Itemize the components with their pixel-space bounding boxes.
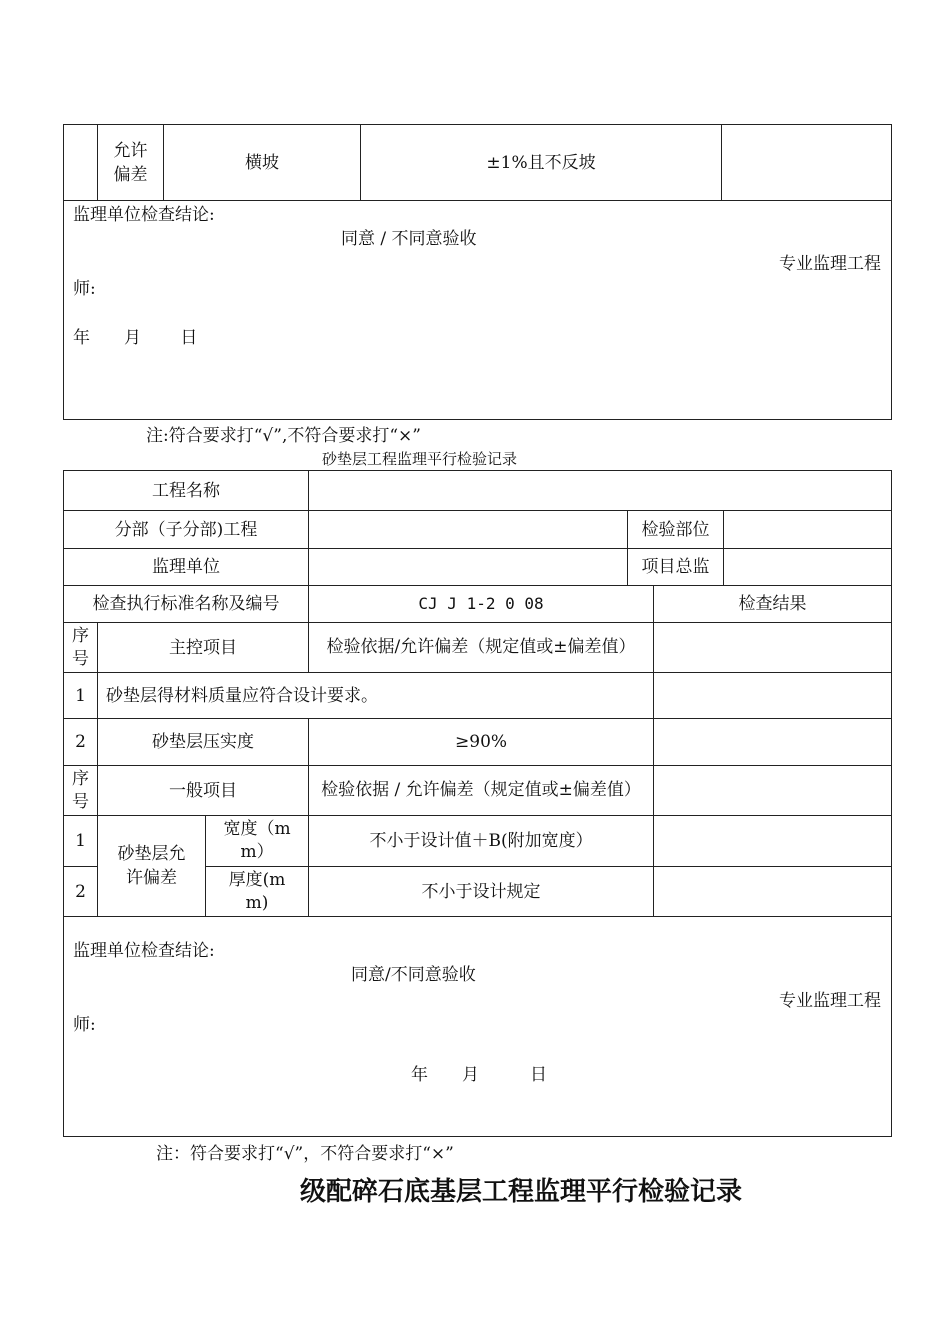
chief-supervisor-value xyxy=(724,549,892,586)
conclusion-date: 年 月 日 xyxy=(73,328,198,348)
sand-conclusion-cell xyxy=(64,917,892,1137)
project-name-label: 工程名称 xyxy=(64,471,309,511)
main-item-1-text: 砂垫层得材料质量应符合设计要求。 xyxy=(98,673,654,719)
main-item-2-criterion: ≥90% xyxy=(309,719,654,766)
criterion-text: ±1%且不反坡 xyxy=(486,152,596,173)
conclusion-cell xyxy=(64,201,892,420)
result-cell xyxy=(722,125,892,201)
signer-label-a: 专业监理工程 xyxy=(779,254,881,274)
main-criterion-header: 检验依据/允许偏差（规定值或±偏差值） xyxy=(309,623,654,673)
project-name-value xyxy=(309,471,892,511)
general-seq-1: 1 xyxy=(64,816,98,867)
main-seq-2: 2 xyxy=(64,719,98,766)
criterion-cross-slope xyxy=(361,125,722,201)
conclusion-heading: 监理单位检查结论: xyxy=(73,205,215,225)
inspection-part-value xyxy=(724,511,892,549)
sand-inspection-table xyxy=(63,470,892,1137)
sand-conclusion-choice: 同意/不同意验收 xyxy=(351,965,476,985)
standard-value: CJ J 1-2 0 08 xyxy=(309,586,654,623)
general-item-2-criterion: 不小于设计规定 xyxy=(309,867,654,917)
sand-signer-label-a: 专业监理工程 xyxy=(779,991,882,1011)
general-group-label: 砂垫层允许偏差 xyxy=(98,816,206,917)
empty-cell xyxy=(64,125,98,201)
note-2: 注：符合要求打“√”，不符合要求打“×” xyxy=(156,1144,454,1164)
general-item-header: 一般项目 xyxy=(98,766,309,816)
gravel-title: 级配碎石底基层工程监理平行检验记录 xyxy=(300,1177,743,1207)
conclusion-choice: 同意 / 不同意验收 xyxy=(341,229,477,249)
item-cross-slope: 横坡 xyxy=(164,125,361,201)
main-seq-header: 序号 xyxy=(64,623,98,673)
main-result-header xyxy=(654,623,892,673)
general-seq-header: 序号 xyxy=(64,766,98,816)
general-result-header xyxy=(654,766,892,816)
supervisor-unit-value xyxy=(309,549,628,586)
subdivision-label: 分部（子分部)工程 xyxy=(64,511,309,549)
standard-label: 检查执行标准名称及编号 xyxy=(64,586,309,623)
general-criterion-header: 检验依据 / 允许偏差（规定值或±偏差值） xyxy=(309,766,654,816)
sand-title: 砂垫层工程监理平行检验记录 xyxy=(322,450,518,468)
allowed-deviation-label: 允许偏差 xyxy=(98,125,164,201)
sand-conclusion-heading: 监理单位检查结论: xyxy=(73,941,215,961)
general-sub-2: 厚度(m m) xyxy=(206,867,309,917)
note-1: 注:符合要求打“√”,不符合要求打“×” xyxy=(146,426,421,446)
general-seq-2: 2 xyxy=(64,867,98,917)
general-item-1-result xyxy=(654,816,892,867)
main-item-2: 砂垫层压实度 xyxy=(98,719,309,766)
main-item-1-result xyxy=(654,673,892,719)
check-result-label: 检查结果 xyxy=(654,586,892,623)
supervisor-unit-label: 监理单位 xyxy=(64,549,309,586)
signer-label-b: 师: xyxy=(73,279,96,299)
main-item-2-result xyxy=(654,719,892,766)
general-sub-1: 宽度（m m） xyxy=(206,816,309,867)
chief-supervisor-label: 项目总监 xyxy=(628,549,724,586)
sand-signer-label-b: 师: xyxy=(73,1015,96,1035)
main-item-header: 主控项目 xyxy=(98,623,309,673)
main-seq-1: 1 xyxy=(64,673,98,719)
subdivision-value xyxy=(309,511,628,549)
sand-conclusion-date: 年 月 日 xyxy=(411,1065,547,1085)
top-inspection-table xyxy=(63,124,892,420)
general-item-2-result xyxy=(654,867,892,917)
general-item-1-criterion: 不小于设计值＋B(附加宽度） xyxy=(309,816,654,867)
inspection-part-label: 检验部位 xyxy=(628,511,724,549)
